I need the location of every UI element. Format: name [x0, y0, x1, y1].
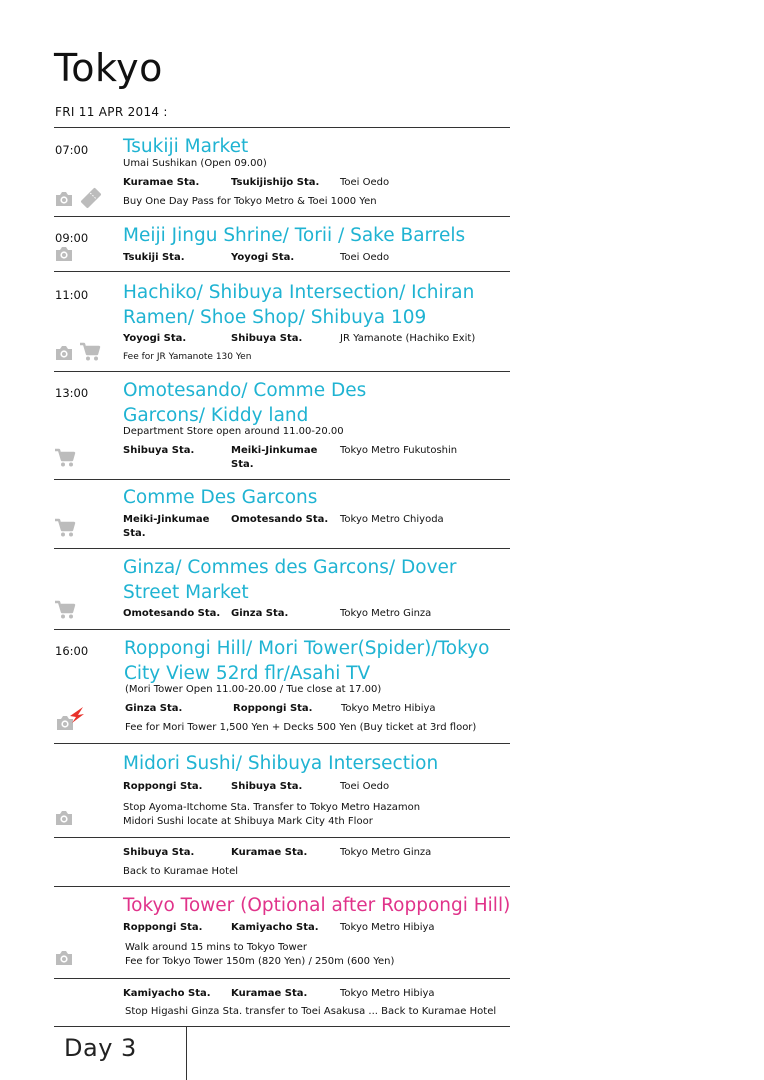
- station-to: Meiki-Jinkumae Sta.: [231, 445, 318, 470]
- footer-divider: [54, 1026, 510, 1027]
- station-from: Roppongi Sta.: [123, 922, 203, 933]
- entry-note: Buy One Day Pass for Tokyo Metro & Toei 1000 Yen: [123, 196, 377, 207]
- entry-title: Meiji Jingu Shrine/ Torii / Sake Barrels: [123, 225, 466, 246]
- entry-title: Midori Sushi/ Shibuya Intersection: [123, 753, 439, 774]
- entry-time: 09:00: [55, 231, 89, 245]
- entry-title: Roppongi Hill/ Mori Tower(Spider)/Tokyo City View 52rd flr/Asahi TV: [124, 638, 490, 684]
- camera-icon: [54, 246, 74, 262]
- cart-icon: [79, 342, 101, 362]
- station-from: Yoyogi Sta.: [123, 333, 187, 344]
- station-to: Omotesando Sta.: [231, 514, 329, 525]
- entry-time: 11:00: [55, 288, 89, 302]
- train-line: Tokyo Metro Hibiya: [340, 922, 435, 933]
- station-from: Tsukiji Sta.: [123, 252, 185, 263]
- entry-note: (Mori Tower Open 11.00-20.00 / Tue close at 17.00): [125, 684, 382, 695]
- entry-time: 07:00: [55, 143, 89, 157]
- cart-icon: [54, 600, 76, 620]
- entry-title: Hachiko/ Shibuya Intersection/ Ichiran Ramen/ Shoe Shop/ Shibuya 109: [123, 282, 475, 328]
- divider: [54, 886, 510, 887]
- footer-separator: [186, 1026, 187, 1080]
- entry-note: Umai Sushikan (Open 09.00): [123, 158, 267, 169]
- itinerary-date: FRI 11 APR 2014 :: [55, 105, 168, 119]
- entry-title: Tokyo Tower (Optional after Roppongi Hill): [123, 895, 511, 916]
- divider: [54, 743, 510, 744]
- train-line: Tokyo Metro Ginza: [340, 608, 432, 619]
- divider: [54, 127, 510, 128]
- camera-icon: [54, 950, 74, 966]
- divider: [54, 837, 510, 838]
- entry-time: 13:00: [55, 386, 89, 400]
- divider: [54, 271, 510, 272]
- camera-icon: [54, 810, 74, 826]
- station-to: Kuramae Sta.: [231, 847, 308, 858]
- train-line: Toei Oedo: [340, 781, 390, 792]
- page-title: Tokyo: [54, 46, 163, 90]
- station-to: Yoyogi Sta.: [231, 252, 295, 263]
- entry-note: Department Store open around 11.00-20.00: [123, 426, 344, 437]
- entry-note: Midori Sushi locate at Shibuya Mark City 4th Floor: [123, 816, 373, 827]
- station-from: Roppongi Sta.: [123, 781, 203, 792]
- station-from: Kamiyacho Sta.: [123, 988, 211, 999]
- station-from: Ginza Sta.: [125, 703, 183, 714]
- divider: [54, 216, 510, 217]
- entry-note: Back to Kuramae Hotel: [123, 866, 238, 877]
- divider: [54, 479, 510, 480]
- station-from: Kuramae Sta.: [123, 177, 200, 188]
- entry-time: 16:00: [55, 644, 89, 658]
- camera-icon: [54, 191, 74, 207]
- entry-title: Omotesando/ Comme Des Garcons/ Kiddy land: [123, 380, 367, 426]
- station-to: Kamiyacho Sta.: [231, 922, 319, 933]
- cart-icon: [54, 518, 76, 538]
- train-line: JR Yamanote (Hachiko Exit): [340, 333, 476, 344]
- divider: [54, 978, 510, 979]
- entry-note: Stop Ayoma-Itchome Sta. Transfer to Tokyo Metro Hazamon: [123, 802, 421, 813]
- entry-note: Walk around 15 mins to Tokyo Tower: [125, 942, 307, 953]
- train-line: Toei Oedo: [340, 252, 390, 263]
- divider: [54, 371, 510, 372]
- entry-title: Comme Des Garcons: [123, 487, 318, 508]
- divider: [54, 629, 510, 630]
- station-from: Omotesando Sta.: [123, 608, 221, 619]
- station-to: Tsukijishijo Sta.: [231, 177, 320, 188]
- station-from: Shibuya Sta.: [123, 445, 195, 456]
- entry-note: Fee for Mori Tower 1,500 Yen + Decks 500 Yen (Buy ticket at 3rd floor): [125, 722, 477, 733]
- cart-icon: [54, 448, 76, 468]
- entry-note: Fee for JR Yamanote 130 Yen: [123, 352, 252, 362]
- train-line: Tokyo Metro Ginza: [340, 847, 432, 858]
- entry-note: Stop Higashi Ginza Sta. transfer to Toei Asakusa ... Back to Kuramae Hotel: [125, 1006, 497, 1017]
- train-line: Tokyo Metro Chiyoda: [340, 514, 444, 525]
- divider: [54, 548, 510, 549]
- train-line: Tokyo Metro Hibiya: [340, 988, 435, 999]
- camera-flash-icon: [54, 706, 86, 734]
- train-line: Tokyo Metro Hibiya: [341, 703, 436, 714]
- train-line: Toei Oedo: [340, 177, 390, 188]
- day-label: Day 3: [64, 1034, 137, 1062]
- station-from: Meiki-Jinkumae Sta.: [123, 514, 210, 539]
- station-to: Ginza Sta.: [231, 608, 289, 619]
- train-line: Tokyo Metro Fukutoshin: [340, 445, 458, 456]
- station-to: Shibuya Sta.: [231, 333, 303, 344]
- entry-title: Ginza/ Commes des Garcons/ Dover Street Market: [123, 557, 457, 603]
- station-to: Kuramae Sta.: [231, 988, 308, 999]
- ticket-icon: [79, 186, 103, 210]
- station-to: Shibuya Sta.: [231, 781, 303, 792]
- station-from: Shibuya Sta.: [123, 847, 195, 858]
- station-to: Roppongi Sta.: [233, 703, 313, 714]
- entry-title: Tsukiji Market: [123, 136, 249, 157]
- entry-note: Fee for Tokyo Tower 150m (820 Yen) / 250m (600 Yen): [125, 956, 395, 967]
- camera-icon: [54, 345, 74, 361]
